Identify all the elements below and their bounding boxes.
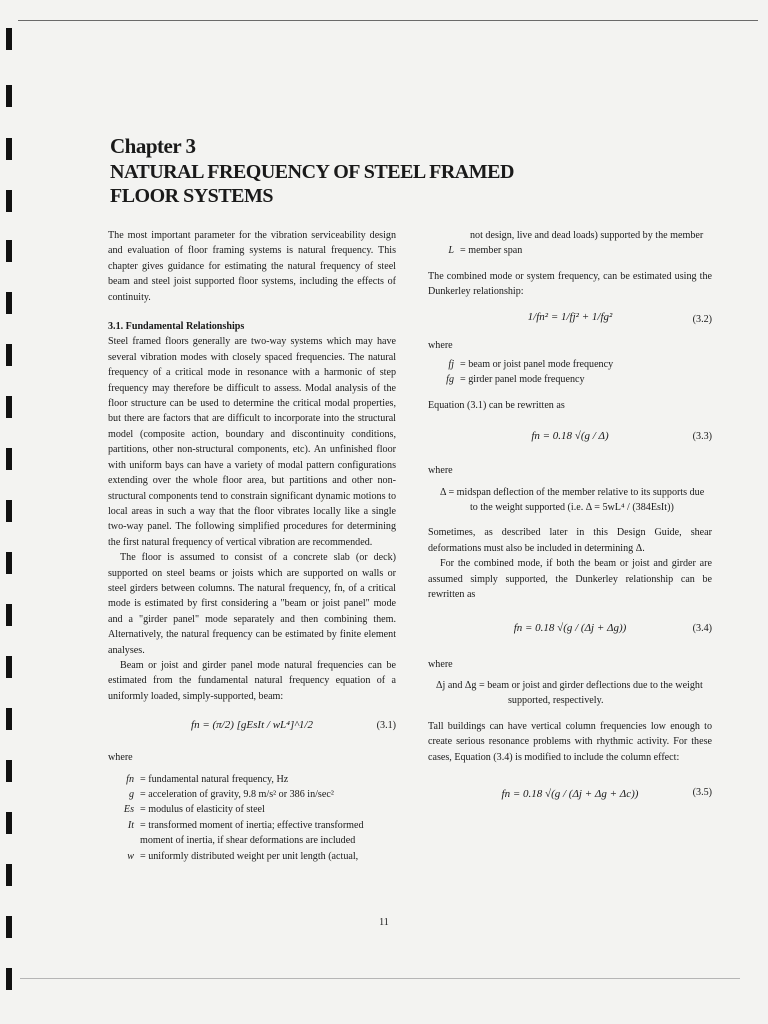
binding-mark [6,656,12,678]
intro-paragraph: The most important parameter for the vibration serviceability design and evaluation of floor framing systems is natural frequency. This chapter gives guidance for estimating the natural frequency of steel beam and steel joist supported floor systems, including the effects of continuity. [108,230,396,303]
equation-number: (3.2) [692,313,712,325]
top-rule [18,20,758,21]
definition-text: = girder panel mode frequency [460,374,585,386]
section-heading: 3.1. Fundamental Relationships [108,321,245,333]
binding-mark [6,864,12,886]
definition-row [428,372,712,387]
binding-mark [6,448,12,470]
binding-mark [6,240,12,262]
definition-row [108,802,396,817]
definition-symbol: It [127,819,134,831]
definition-text: = transformed moment of inertia; effective transformed moment of inertia, if shear deformations are included [140,819,364,847]
binding-mark [6,552,12,574]
definition-text: = beam or joist panel mode frequency [460,359,614,371]
equation-3-3 [428,413,712,463]
definition-symbol: g [128,789,134,800]
equation-formula: fn = 0.18 √(g / Δ) [531,430,609,443]
binding-mark [6,138,12,160]
definition-row [108,818,396,849]
definition-row [108,772,396,787]
equation-3-1 [108,704,396,750]
definition-symbol: fj [448,359,454,371]
binding-mark [6,292,12,314]
binding-mark [6,812,12,834]
equation-formula: fn = 0.18 √(g / (Δj + Δg)) [513,621,627,634]
where-label: where [428,658,453,670]
chapter-number: Chapter 3 [110,134,196,158]
binding-mark [6,708,12,730]
binding-mark [6,500,12,522]
binding-mark [6,968,12,990]
equation-formula: fn = 0.18 √(g / (Δj + Δg + Δc)) [501,787,639,800]
paragraph: Beam or joist and girder panel mode natural frequencies can be estimated from the fundamental natural frequency equation of a uniformly loaded, simply-supported, beam: [108,659,396,702]
equation-number: (3.5) [692,786,712,798]
equation-formula: fn = (π/2) [gEsIt / wL⁴]^1/2 [191,719,313,732]
definition-delta: Δ = midspan deflection of the member relative to its supports due to the weight supported (i.e. Δ = 5wL⁴ / (384EsIt)) [440,486,705,514]
paragraph: For the combined mode, if both the beam or joist and girder are assumed simply supported, the Dunkerley relationship can be rewritten as [428,558,712,601]
continued-text: not design, live and dead loads) supported by the member [470,230,704,241]
equation-3-2 [428,300,712,338]
definition-symbol: fn [126,773,134,785]
paragraph: Equation (3.1) can be rewritten as [428,399,565,411]
where-label: where [428,339,453,351]
equation-formula: 1/fn² = 1/fj² + 1/fg² [527,310,613,323]
paragraph: Tall buildings can have vertical column frequencies low enough to create serious resonance problems with rhythmic activity. For these cases, Equation (3.4) is modified to include the column effect: [428,720,712,763]
definition-symbol: fg [446,374,454,386]
binding-mark [6,604,12,626]
definition-text: = fundamental natural frequency, Hz [140,773,289,785]
equation-number: (3.1) [376,720,396,732]
binding-mark [6,28,12,50]
symbol-definitions [108,772,396,864]
paragraph: Steel framed floors generally are two-way systems which may have several vibration modes with closely spaced frequencies. The natural frequency of a critical mode in resonance with a harmonic of step frequency may therefore be difficult to assess. Modal analysis of the floor structure can be used to determine the critical modal properties, but there are factors that are difficult to incorporate into the structural model (composite action, boundary and discontinuity conditions, partitions, other non-structural components, etc). An unfinished floor with uniform bays can have a variety of modal pattern configurations extending over the whole floor area, but partitions and other non-structural components tend to constrain significant dynamic motions to local areas in such a way that the floor vibrates locally like a single two-way panel. The following simplified procedures for determining the first natural frequency of vertical vibration are recommended. [108,336,396,548]
definition-row [428,243,712,258]
chapter-title-line2: FLOOR SYSTEMS [110,185,273,207]
bottom-rule [20,978,740,979]
equation-3-4 [428,603,712,657]
page-number: 11 [379,917,389,928]
chapter-title-line1: NATURAL FREQUENCY OF STEEL FRAMED [110,161,514,183]
binding-mark [6,190,12,212]
definition-row [108,849,396,864]
left-column [108,228,396,864]
binding-mark [6,396,12,418]
equation-3-5 [428,765,712,821]
equation-number: (3.4) [692,622,712,634]
right-column [428,228,712,821]
paragraph: The floor is assumed to consist of a concrete slab (or deck) supported on steel beams or joists which are supported on walls or steel girders between columns. The natural frequency, fn, of a critical mode is estimated by first considering a "beam or joist panel" mode and a "girder panel" mode separately and then combining them. Alternatively, the natural frequency can be estimated by finite element analyses. [108,552,396,656]
definition-symbol: Es [123,804,134,816]
definition-text: = uniformly distributed weight per unit length (actual, [140,850,359,862]
definition-text: = modulus of elasticity of steel [140,804,265,816]
equation-number: (3.3) [692,431,712,443]
paragraph: Sometimes, as described later in this Design Guide, shear deformations must also be included in determining Δ. [428,527,712,554]
binding-mark [6,344,12,366]
chapter-heading [110,132,590,208]
definition-deltas: Δj and Δg = beam or joist and girder deflections due to the weight supported, respectively. [436,679,703,707]
symbol-definitions [428,357,712,388]
binding-mark [6,85,12,107]
paragraph: The combined mode or system frequency, can be estimated using the Dunkerley relationship: [428,270,712,298]
definition-text: = member span [460,245,523,257]
definition-text: = acceleration of gravity, 9.8 m/s² or 386 in/sec² [140,789,334,800]
definition-row [428,357,712,372]
definition-row [108,787,396,802]
where-label: where [108,752,133,764]
binding-mark [6,760,12,782]
definition-symbol: L [448,245,454,257]
definition-symbol: w [127,850,134,862]
where-label: where [428,465,453,477]
